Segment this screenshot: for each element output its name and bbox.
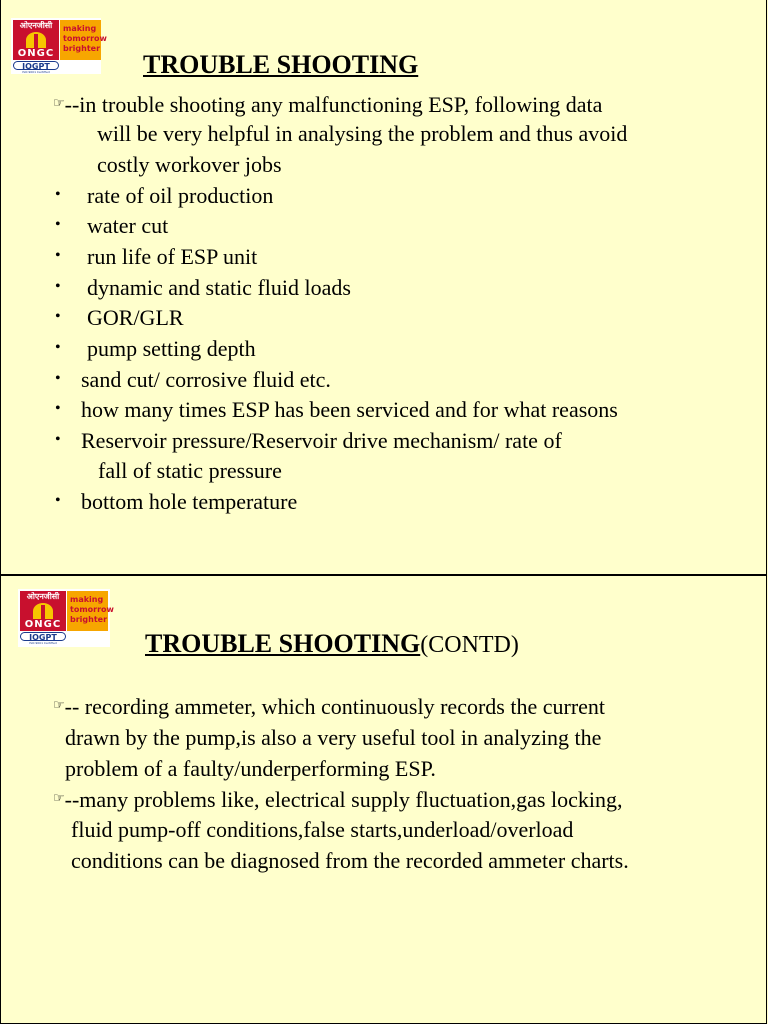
bullet-icon: • (55, 492, 61, 509)
logo-certification: ISO:9001 Certified (29, 641, 57, 645)
intro-line: costly workover jobs (97, 152, 282, 177)
tagline-line: brighter (63, 44, 101, 53)
intro-line (53, 89, 602, 121)
paragraph-line: fluid pump-off conditions,false starts,underload/overload (71, 817, 574, 842)
bullet-icon: • (55, 370, 61, 387)
derrick-icon (26, 32, 46, 48)
logo-hindi-text: ओएनजीसी (19, 21, 53, 30)
tagline-line: brighter (70, 615, 108, 624)
pointing-hand-icon: ☞ (53, 96, 65, 111)
list-item: rate of oil production (87, 183, 274, 208)
list-item: GOR/GLR (87, 305, 184, 330)
paragraph-line: problem of a faulty/underperforming ESP. (65, 756, 436, 781)
list-item-continuation: fall of static pressure (98, 458, 282, 483)
paragraph-line: conditions can be diagnosed from the recorded ammeter charts. (71, 848, 629, 873)
intro-text: --in trouble shooting any malfunctioning ESP, following data (64, 92, 603, 117)
ongc-emblem-icon (20, 591, 66, 631)
bullet-icon: • (55, 247, 61, 264)
logo-institute: IOGPT (13, 61, 59, 70)
list-item: how many times ESP has been serviced and for what reasons (81, 397, 618, 422)
tagline-line: tomorrow (70, 605, 114, 614)
list-item: run life of ESP unit (87, 244, 258, 269)
pointing-hand-icon: ☞ (53, 698, 65, 713)
bullet-icon: • (55, 431, 61, 448)
tagline-line: making (70, 595, 104, 604)
intro-line: will be very helpful in analysing the problem and thus avoid (97, 121, 628, 146)
bullet-icon: • (55, 400, 61, 417)
slide-2 (0, 575, 767, 1024)
paragraph-line (53, 784, 622, 816)
slide-title-suffix: (CONTD) (420, 632, 519, 658)
list-item: sand cut/ corrosive fluid etc. (81, 367, 331, 392)
ongc-logo (11, 18, 107, 74)
logo-brand: ONGC (24, 619, 62, 630)
list-item: water cut (87, 213, 169, 238)
paragraph-line (53, 691, 605, 723)
bullet-icon: • (55, 278, 61, 295)
list-item: Reservoir pressure/Reservoir drive mechanism/ rate of (81, 428, 562, 453)
paragraph-text: --many problems like, electrical supply fluctuation,gas locking, (64, 787, 623, 812)
paragraph-text: -- recording ammeter, which continuously records the current (64, 694, 606, 719)
bullet-icon: • (55, 339, 61, 356)
logo-tagline (67, 591, 114, 631)
logo-certification: ISO:9001 Certified (22, 70, 50, 74)
tagline-line: making (63, 24, 97, 33)
slide-title: TROUBLE SHOOTING (143, 50, 419, 79)
logo-brand: ONGC (17, 48, 55, 59)
slide-title-main: TROUBLE SHOOTING (145, 629, 421, 658)
list-item: dynamic and static fluid loads (87, 275, 351, 300)
ongc-emblem-icon (13, 20, 59, 60)
tagline-line: tomorrow (63, 34, 107, 43)
derrick-icon (33, 603, 53, 619)
logo-hindi-text: ओएनजीसी (26, 592, 60, 601)
bullet-icon: • (55, 216, 61, 233)
slide-title (145, 629, 519, 659)
pointing-hand-icon: ☞ (53, 791, 65, 806)
ongc-logo (18, 589, 114, 647)
logo-tagline (60, 20, 107, 60)
logo-institute: IOGPT (20, 632, 66, 641)
bullet-icon: • (55, 308, 61, 325)
list-item: pump setting depth (87, 336, 256, 361)
paragraph-line: drawn by the pump,is also a very useful tool in analyzing the (65, 725, 602, 750)
list-item: bottom hole temperature (81, 489, 298, 514)
bullet-icon: • (55, 186, 61, 203)
